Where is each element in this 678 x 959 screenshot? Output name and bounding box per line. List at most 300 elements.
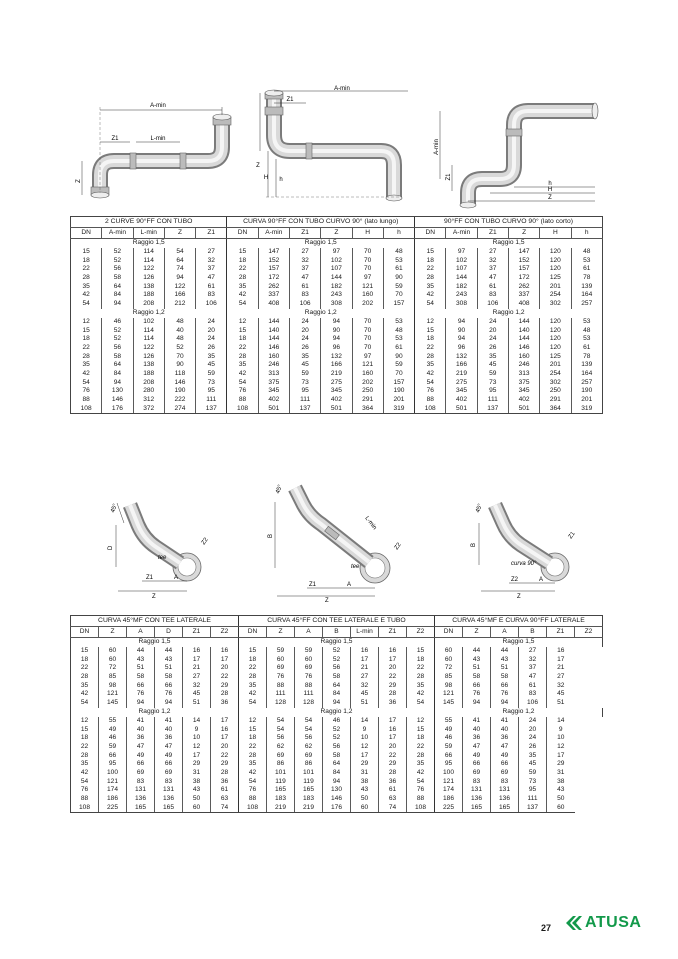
table-cell: 15	[227, 327, 258, 336]
table-cell: 55	[435, 717, 463, 726]
label-h-lower: h	[279, 177, 283, 183]
table-cell: 70	[352, 257, 383, 266]
table-cell: 208	[133, 300, 164, 309]
table-cell: 58	[463, 673, 491, 682]
table-cell: 29	[379, 682, 407, 691]
table-cell: 160	[258, 353, 289, 362]
table-cell: 24	[289, 318, 320, 327]
label-z1: Z1	[309, 582, 317, 588]
table-cell: 254	[540, 291, 571, 300]
table-cell: 291	[352, 396, 383, 405]
table-cell: 31	[351, 769, 379, 778]
table-cell: 402	[258, 396, 289, 405]
group-title: CURVA 45°MF CON TEE LATERALE	[71, 616, 239, 627]
table-cell: 9	[547, 726, 575, 735]
table-cell: 41	[463, 717, 491, 726]
table-cell: 120	[540, 257, 571, 266]
table-cell: 138	[133, 283, 164, 292]
label-angle: 45°	[275, 484, 284, 495]
table-cell: 15	[71, 248, 102, 257]
table-cell: 51	[547, 699, 575, 708]
table-row	[71, 291, 603, 300]
table-cell: 202	[352, 379, 383, 388]
drawing-curva-45-ff-tee-tubo	[265, 478, 415, 603]
table-cell: 83	[491, 778, 519, 787]
group-title: 2 CURVE 90°FF CON TUBO	[71, 217, 227, 228]
table-cell: 28	[211, 690, 239, 699]
table-cell: 28	[239, 752, 267, 761]
table-cell: 111	[295, 690, 323, 699]
table-cell: 28	[415, 274, 446, 283]
raggio-label: Raggio 1,2	[71, 708, 239, 717]
table-cell: 88	[71, 396, 102, 405]
table-cell: 136	[491, 795, 519, 804]
table-cell: 345	[258, 387, 289, 396]
table-cell: 22	[239, 664, 267, 673]
table-cell: 22	[227, 344, 258, 353]
table-cell: 27	[351, 673, 379, 682]
table-cell: 501	[258, 405, 289, 414]
table-cell: 94	[491, 699, 519, 708]
table-cell: 106	[519, 699, 547, 708]
drawing-curva-45-mf-curva-90	[465, 495, 585, 600]
table-cell: 88	[267, 682, 295, 691]
table-cell: 408	[258, 300, 289, 309]
table-cell: 42	[71, 291, 102, 300]
drawing-2-curve-90-con-tubo	[70, 95, 235, 210]
table-cell: 44	[491, 647, 519, 656]
table-cell: 106	[196, 300, 227, 309]
table-row	[71, 387, 603, 396]
table-cell: 372	[133, 405, 164, 414]
table-cell: 165	[463, 804, 491, 813]
table-cell: 17	[379, 717, 407, 726]
table-cell: 108	[239, 804, 267, 813]
label-z: Z	[548, 195, 552, 201]
table-row	[71, 379, 603, 388]
table-cell: 152	[258, 257, 289, 266]
table-cell: 250	[540, 387, 571, 396]
table-cell: 27	[519, 647, 547, 656]
raggio-label: Raggio 1,2	[227, 309, 415, 318]
table-cell: 61	[477, 283, 508, 292]
table-cell: 219	[267, 804, 295, 813]
label-z1: Z1	[446, 173, 452, 181]
table-cell: 32	[289, 257, 320, 266]
table-cell: 24	[196, 335, 227, 344]
table-cell: 94	[102, 300, 133, 309]
table-cell: 257	[571, 300, 603, 309]
table-cell: 120	[540, 335, 571, 344]
table-cell: 131	[127, 786, 155, 795]
table-cell: 70	[383, 291, 414, 300]
table-cell: 12	[183, 743, 211, 752]
column-header: A-min	[102, 228, 133, 239]
table-cell: 26	[289, 344, 320, 353]
table-cell: 56	[295, 734, 323, 743]
table-cell: 201	[383, 396, 414, 405]
table-cell: 24	[477, 318, 508, 327]
table-cell: 24	[477, 335, 508, 344]
table-row	[71, 734, 603, 743]
table-cell: 28	[407, 752, 435, 761]
table-cell: 51	[127, 664, 155, 673]
table-cell: 147	[508, 248, 539, 257]
table-cell: 164	[571, 370, 603, 379]
table-cell: 174	[435, 786, 463, 795]
table-cell: 121	[99, 690, 127, 699]
table-row	[71, 647, 603, 656]
column-header: A-min	[446, 228, 477, 239]
table-cell: 37	[519, 664, 547, 673]
table-cell: 24	[519, 734, 547, 743]
table-cell: 72	[435, 664, 463, 673]
table-cell: 28	[407, 673, 435, 682]
table-cell: 60	[99, 656, 127, 665]
table-cell: 48	[383, 327, 414, 336]
table-cell: 17	[211, 717, 239, 726]
raggio-label: Raggio 1,5	[71, 638, 239, 648]
table-cell: 97	[446, 248, 477, 257]
table-cell: 145	[99, 699, 127, 708]
table-cell: 202	[352, 300, 383, 309]
table-cell: 56	[102, 344, 133, 353]
table-cell: 62	[295, 743, 323, 752]
table-cell: 59	[477, 370, 508, 379]
table-row	[71, 752, 603, 761]
table-row	[71, 690, 603, 699]
table-cell: 97	[352, 274, 383, 283]
table-cell: 69	[267, 664, 295, 673]
table-cell: 17	[547, 752, 575, 761]
table-cell: 18	[71, 335, 102, 344]
table-cell: 94	[155, 699, 183, 708]
table-cell: 16	[547, 647, 575, 656]
table-cell: 36	[491, 734, 519, 743]
table-cell: 64	[102, 283, 133, 292]
table-cell: 18	[71, 734, 99, 743]
table-cell: 190	[383, 387, 414, 396]
table-cell: 126	[133, 353, 164, 362]
table-cell: 97	[352, 353, 383, 362]
table-cell: 37	[289, 265, 320, 274]
table-cell: 88	[415, 396, 446, 405]
table-cell: 106	[477, 300, 508, 309]
table-cell: 15	[227, 248, 258, 257]
table-cell: 52	[323, 734, 351, 743]
table-cell: 22	[211, 673, 239, 682]
table-cell: 219	[295, 804, 323, 813]
table-cell: 219	[446, 370, 477, 379]
table-cell: 60	[435, 647, 463, 656]
table-row	[71, 795, 603, 804]
table-cell: 49	[435, 726, 463, 735]
table-row	[71, 778, 603, 787]
table-row	[71, 664, 603, 673]
table-cell: 54	[267, 717, 295, 726]
table-row	[71, 656, 603, 665]
table-cell: 52	[102, 257, 133, 266]
table-cell: 145	[435, 699, 463, 708]
table-cell: 128	[295, 699, 323, 708]
table-cell: 58	[323, 673, 351, 682]
table-cell: 48	[571, 248, 603, 257]
table-cell: 144	[258, 318, 289, 327]
table-cell: 47	[289, 274, 320, 283]
table-cell: 56	[323, 743, 351, 752]
table-cell: 100	[435, 769, 463, 778]
table-cell: 32	[477, 257, 508, 266]
table-cell: 27	[183, 673, 211, 682]
table-cell: 35	[519, 752, 547, 761]
table-cell: 18	[227, 257, 258, 266]
table-cell: 120	[540, 318, 571, 327]
table-cell: 72	[99, 664, 127, 673]
table-cell: 62	[267, 743, 295, 752]
table-cell: 46	[102, 318, 133, 327]
table-cell: 32	[196, 257, 227, 266]
table-row	[71, 717, 603, 726]
table-cell: 51	[463, 664, 491, 673]
label-angle: 45°	[475, 503, 484, 514]
table-cell: 139	[571, 283, 603, 292]
table-cell: 46	[99, 734, 127, 743]
table-cell: 69	[155, 769, 183, 778]
table-cell: 83	[127, 778, 155, 787]
table-cell: 59	[295, 647, 323, 656]
column-header: L-min	[351, 627, 379, 638]
table-cell: 96	[446, 344, 477, 353]
table-cell: 36	[155, 734, 183, 743]
table-cell: 74	[211, 804, 239, 813]
table-cell: 27	[196, 248, 227, 257]
table-cell: 60	[435, 656, 463, 665]
table-cell: 166	[321, 361, 352, 370]
table-cell: 20	[519, 726, 547, 735]
group-title: 90°FF CON TUBO CURVO 90° (lato corto)	[415, 217, 603, 228]
atusa-logo-icon	[565, 915, 583, 931]
label-z: Z	[76, 179, 82, 183]
column-header: A	[295, 627, 323, 638]
column-header: Z1	[477, 228, 508, 239]
table-cell: 29	[183, 760, 211, 769]
table-cell: 97	[321, 248, 352, 257]
raggio-label: Raggio 1,5	[435, 638, 603, 648]
table-cell: 45	[477, 361, 508, 370]
table-cell: 70	[164, 353, 195, 362]
table-row	[71, 257, 603, 266]
table-cell: 27	[477, 248, 508, 257]
table-cell: 52	[323, 726, 351, 735]
label-a: A	[347, 582, 352, 588]
table-cell: 35	[415, 361, 446, 370]
table-cell: 38	[183, 778, 211, 787]
table-cell: 84	[323, 769, 351, 778]
table-cell: 52	[102, 335, 133, 344]
table-cell: 36	[211, 699, 239, 708]
table-row	[71, 353, 603, 362]
table-cell: 111	[477, 396, 508, 405]
table-cell: 49	[155, 752, 183, 761]
table-cell: 41	[155, 717, 183, 726]
table-cell: 47	[477, 274, 508, 283]
table-cell: 54	[415, 300, 446, 309]
column-header: Z	[321, 228, 352, 239]
table-cell: 52	[323, 647, 351, 656]
table-cell: 94	[164, 274, 195, 283]
table-cell: 15	[239, 647, 267, 656]
table-cell: 364	[540, 405, 571, 414]
table-cell: 54	[71, 300, 102, 309]
table-cell: 243	[321, 291, 352, 300]
table-cell: 66	[463, 760, 491, 769]
table-cell: 15	[415, 248, 446, 257]
table-cell: 60	[267, 656, 295, 665]
table-cell: 70	[352, 327, 383, 336]
table-cell: 20	[196, 327, 227, 336]
table-cell: 58	[102, 274, 133, 283]
table-cell: 16	[379, 726, 407, 735]
table-cell: 35	[71, 760, 99, 769]
table-cell: 254	[540, 370, 571, 379]
table-cell: 136	[155, 795, 183, 804]
table-cell: 36	[379, 778, 407, 787]
table-cell: 54	[71, 699, 99, 708]
table-cell: 345	[321, 387, 352, 396]
table-cell: 22	[239, 743, 267, 752]
table-row	[71, 699, 603, 708]
table-cell: 20	[379, 743, 407, 752]
table-cell: 66	[127, 760, 155, 769]
table-row	[71, 726, 603, 735]
table-cell: 45	[351, 690, 379, 699]
table-cell: 60	[183, 804, 211, 813]
table-cell: 102	[321, 257, 352, 266]
table-cell: 100	[99, 769, 127, 778]
table-cell: 144	[508, 335, 539, 344]
table-cell: 12	[71, 717, 99, 726]
table-cell: 56	[267, 734, 295, 743]
table-row	[71, 361, 603, 370]
drawing-curva-90-lato-lungo	[246, 85, 421, 210]
table-cell: 58	[102, 353, 133, 362]
table-cell: 225	[435, 804, 463, 813]
table-cell: 59	[267, 647, 295, 656]
table-cell: 345	[508, 387, 539, 396]
table-cell: 73	[289, 379, 320, 388]
table-cell: 42	[415, 291, 446, 300]
table-cell: 49	[127, 752, 155, 761]
table-cell: 125	[540, 353, 571, 362]
table-cell: 302	[540, 379, 571, 388]
table-cell: 86	[267, 760, 295, 769]
table-cell: 50	[351, 795, 379, 804]
table-cell: 375	[258, 379, 289, 388]
table-cell: 186	[99, 795, 127, 804]
table-cell: 90	[383, 274, 414, 283]
table-cell: 76	[407, 786, 435, 795]
table-cell: 402	[446, 396, 477, 405]
table-cell: 50	[547, 795, 575, 804]
table-cell: 36	[127, 734, 155, 743]
raggio-row	[71, 638, 603, 648]
table-cell: 52	[323, 656, 351, 665]
table-row	[71, 265, 603, 274]
label-z: Z	[325, 598, 329, 603]
table-cell: 28	[211, 769, 239, 778]
table-cell: 42	[227, 291, 258, 300]
table-cell: 58	[323, 752, 351, 761]
table-cell: 275	[321, 379, 352, 388]
table-cell: 146	[258, 344, 289, 353]
table-cell: 176	[323, 804, 351, 813]
table-cell: 88	[407, 795, 435, 804]
table-cell: 122	[133, 265, 164, 274]
table-cell: 15	[71, 726, 99, 735]
table-cell: 108	[227, 405, 258, 414]
table-cell: 121	[99, 778, 127, 787]
page-number: 27	[541, 923, 552, 933]
table-cell: 146	[164, 379, 195, 388]
table-cell: 12	[415, 318, 446, 327]
table-cell: 90	[321, 327, 352, 336]
table-cell: 120	[540, 265, 571, 274]
table-cell: 40	[463, 726, 491, 735]
column-header: Z2	[211, 627, 239, 638]
table-cell: 262	[508, 283, 539, 292]
table-cell: 121	[352, 361, 383, 370]
table-cell: 48	[164, 335, 195, 344]
table-cell: 35	[71, 283, 102, 292]
raggio-label: Raggio 1,5	[71, 239, 227, 249]
table-cell: 76	[415, 387, 446, 396]
table-cell: 95	[196, 387, 227, 396]
table-cell: 35	[71, 682, 99, 691]
label-z1: Z1	[286, 97, 294, 103]
table-cell: 280	[133, 387, 164, 396]
table-cell: 146	[323, 795, 351, 804]
table-cell: 114	[133, 335, 164, 344]
table-cell: 40	[164, 327, 195, 336]
table-cell: 101	[295, 769, 323, 778]
table-cell: 16	[211, 647, 239, 656]
table-cell: 15	[407, 726, 435, 735]
table-row	[71, 786, 603, 795]
table-cell: 190	[571, 387, 603, 396]
table-cell: 15	[71, 647, 99, 656]
table-cell: 402	[321, 396, 352, 405]
table-cell: 137	[196, 405, 227, 414]
table-cell: 22	[407, 664, 435, 673]
table-cell: 76	[227, 387, 258, 396]
table-cell: 90	[446, 327, 477, 336]
table-cell: 166	[446, 361, 477, 370]
table-cell: 139	[571, 361, 603, 370]
table-cell: 107	[446, 265, 477, 274]
table-cell: 12	[351, 743, 379, 752]
table-cell: 319	[571, 405, 603, 414]
table-cell: 42	[239, 690, 267, 699]
table-cell: 32	[547, 682, 575, 691]
table-cell: 18	[239, 656, 267, 665]
table-row	[71, 682, 603, 691]
table-cell: 140	[508, 327, 539, 336]
table-cell: 18	[227, 335, 258, 344]
table-cell: 243	[446, 291, 477, 300]
table-cell: 61	[196, 283, 227, 292]
table-cell: 83	[519, 690, 547, 699]
table-cell: 17	[183, 656, 211, 665]
